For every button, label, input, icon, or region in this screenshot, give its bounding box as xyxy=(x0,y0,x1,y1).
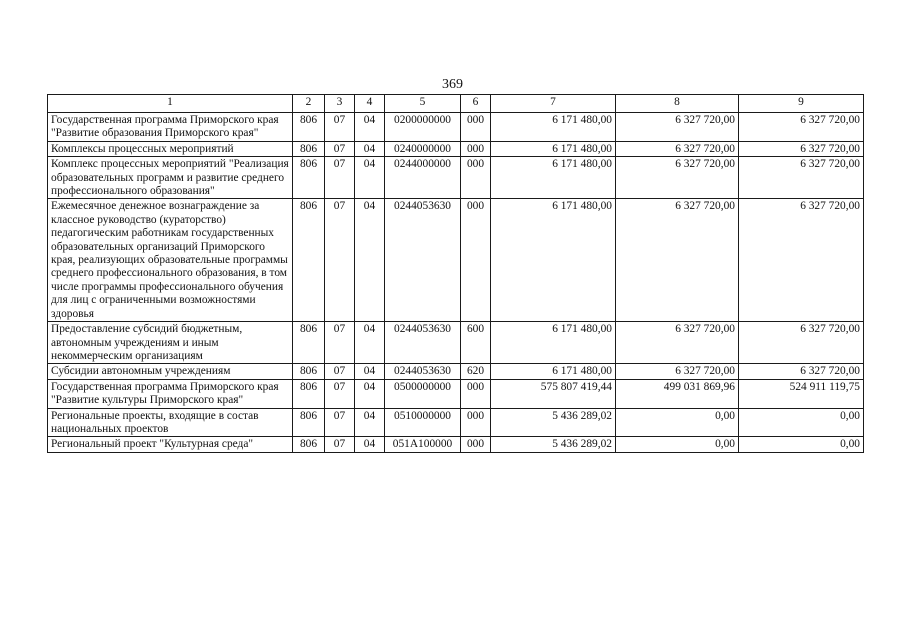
code-cell: 04 xyxy=(355,364,385,379)
amount-cell: 6 171 480,00 xyxy=(491,199,616,322)
table-row xyxy=(48,322,864,364)
code-cell: 806 xyxy=(293,408,325,437)
code-cell: 0510000000 xyxy=(385,408,461,437)
code-cell: 806 xyxy=(293,141,325,156)
code-cell: 600 xyxy=(461,322,491,364)
code-cell: 051A100000 xyxy=(385,437,461,452)
header-cell-2: 2 xyxy=(293,95,325,113)
code-cell: 806 xyxy=(293,199,325,322)
amount-cell: 6 171 480,00 xyxy=(491,113,616,142)
code-cell: 0200000000 xyxy=(385,113,461,142)
amount-cell: 6 327 720,00 xyxy=(739,322,864,364)
header-cell-8: 8 xyxy=(616,95,739,113)
table-row xyxy=(48,199,864,322)
code-cell: 07 xyxy=(325,379,355,408)
amount-cell: 6 327 720,00 xyxy=(739,364,864,379)
code-cell: 07 xyxy=(325,141,355,156)
amount-cell: 0,00 xyxy=(616,408,739,437)
amount-cell: 0,00 xyxy=(739,408,864,437)
row-name-cell: Ежемесячное денежное вознаграждение за классное руководство (кураторство) педагогическим работникам государственных образовательных организаций Приморского края, реализующих образовательные программы среднего профессионального образования, в том числе программы профессионального обучения для лиц с ограниченными возможностями здоровья xyxy=(48,199,293,322)
header-cell-4: 4 xyxy=(355,95,385,113)
table-row xyxy=(48,141,864,156)
amount-cell: 5 436 289,02 xyxy=(491,408,616,437)
amount-cell: 0,00 xyxy=(616,437,739,452)
amount-cell: 524 911 119,75 xyxy=(739,379,864,408)
code-cell: 0244053630 xyxy=(385,199,461,322)
amount-cell: 499 031 869,96 xyxy=(616,379,739,408)
code-cell: 000 xyxy=(461,199,491,322)
amount-cell: 6 171 480,00 xyxy=(491,141,616,156)
code-cell: 0244053630 xyxy=(385,364,461,379)
table-row xyxy=(48,364,864,379)
code-cell: 0244053630 xyxy=(385,322,461,364)
table-row xyxy=(48,113,864,142)
table-row xyxy=(48,408,864,437)
header-row xyxy=(48,95,864,113)
code-cell: 806 xyxy=(293,157,325,199)
amount-cell: 6 327 720,00 xyxy=(616,199,739,322)
code-cell: 806 xyxy=(293,113,325,142)
row-name-cell: Комплексы процессных мероприятий xyxy=(48,141,293,156)
amount-cell: 6 171 480,00 xyxy=(491,157,616,199)
code-cell: 04 xyxy=(355,379,385,408)
amount-cell: 6 327 720,00 xyxy=(616,364,739,379)
amount-cell: 5 436 289,02 xyxy=(491,437,616,452)
code-cell: 806 xyxy=(293,322,325,364)
header-cell-6: 6 xyxy=(461,95,491,113)
code-cell: 07 xyxy=(325,364,355,379)
code-cell: 000 xyxy=(461,437,491,452)
row-name-cell: Государственная программа Приморского края "Развитие культуры Приморского края" xyxy=(48,379,293,408)
code-cell: 806 xyxy=(293,379,325,408)
code-cell: 07 xyxy=(325,199,355,322)
code-cell: 806 xyxy=(293,437,325,452)
amount-cell: 6 327 720,00 xyxy=(739,141,864,156)
amount-cell: 575 807 419,44 xyxy=(491,379,616,408)
amount-cell: 6 327 720,00 xyxy=(739,157,864,199)
code-cell: 000 xyxy=(461,141,491,156)
code-cell: 04 xyxy=(355,113,385,142)
code-cell: 0244000000 xyxy=(385,157,461,199)
header-cell-9: 9 xyxy=(739,95,864,113)
amount-cell: 6 171 480,00 xyxy=(491,364,616,379)
code-cell: 07 xyxy=(325,157,355,199)
amount-cell: 6 327 720,00 xyxy=(616,141,739,156)
code-cell: 07 xyxy=(325,322,355,364)
amount-cell: 6 171 480,00 xyxy=(491,322,616,364)
code-cell: 07 xyxy=(325,437,355,452)
amount-cell: 6 327 720,00 xyxy=(616,113,739,142)
amount-cell: 0,00 xyxy=(739,437,864,452)
header-cell-1: 1 xyxy=(48,95,293,113)
table-row xyxy=(48,157,864,199)
amount-cell: 6 327 720,00 xyxy=(739,113,864,142)
code-cell: 04 xyxy=(355,199,385,322)
row-name-cell: Региональные проекты, входящие в состав национальных проектов xyxy=(48,408,293,437)
amount-cell: 6 327 720,00 xyxy=(616,157,739,199)
table-row xyxy=(48,437,864,452)
code-cell: 000 xyxy=(461,379,491,408)
header-cell-7: 7 xyxy=(491,95,616,113)
code-cell: 620 xyxy=(461,364,491,379)
amount-cell: 6 327 720,00 xyxy=(616,322,739,364)
row-name-cell: Государственная программа Приморского края "Развитие образования Приморского края" xyxy=(48,113,293,142)
code-cell: 04 xyxy=(355,408,385,437)
code-cell: 806 xyxy=(293,364,325,379)
code-cell: 04 xyxy=(355,157,385,199)
table-row xyxy=(48,379,864,408)
code-cell: 07 xyxy=(325,113,355,142)
row-name-cell: Субсидии автономным учреждениям xyxy=(48,364,293,379)
row-name-cell: Комплекс процессных мероприятий "Реализация образовательных программ и развитие среднего профессионального образования" xyxy=(48,157,293,199)
header-cell-3: 3 xyxy=(325,95,355,113)
budget-table xyxy=(47,94,864,453)
row-name-cell: Предоставление субсидий бюджетным, автономным учреждениям и иным некоммерческим организациям xyxy=(48,322,293,364)
code-cell: 04 xyxy=(355,437,385,452)
code-cell: 0240000000 xyxy=(385,141,461,156)
code-cell: 0500000000 xyxy=(385,379,461,408)
page-number: 369 xyxy=(442,77,463,92)
code-cell: 04 xyxy=(355,322,385,364)
code-cell: 07 xyxy=(325,408,355,437)
amount-cell: 6 327 720,00 xyxy=(739,199,864,322)
code-cell: 000 xyxy=(461,113,491,142)
row-name-cell: Региональный проект "Культурная среда" xyxy=(48,437,293,452)
code-cell: 000 xyxy=(461,408,491,437)
code-cell: 04 xyxy=(355,141,385,156)
header-cell-5: 5 xyxy=(385,95,461,113)
code-cell: 000 xyxy=(461,157,491,199)
